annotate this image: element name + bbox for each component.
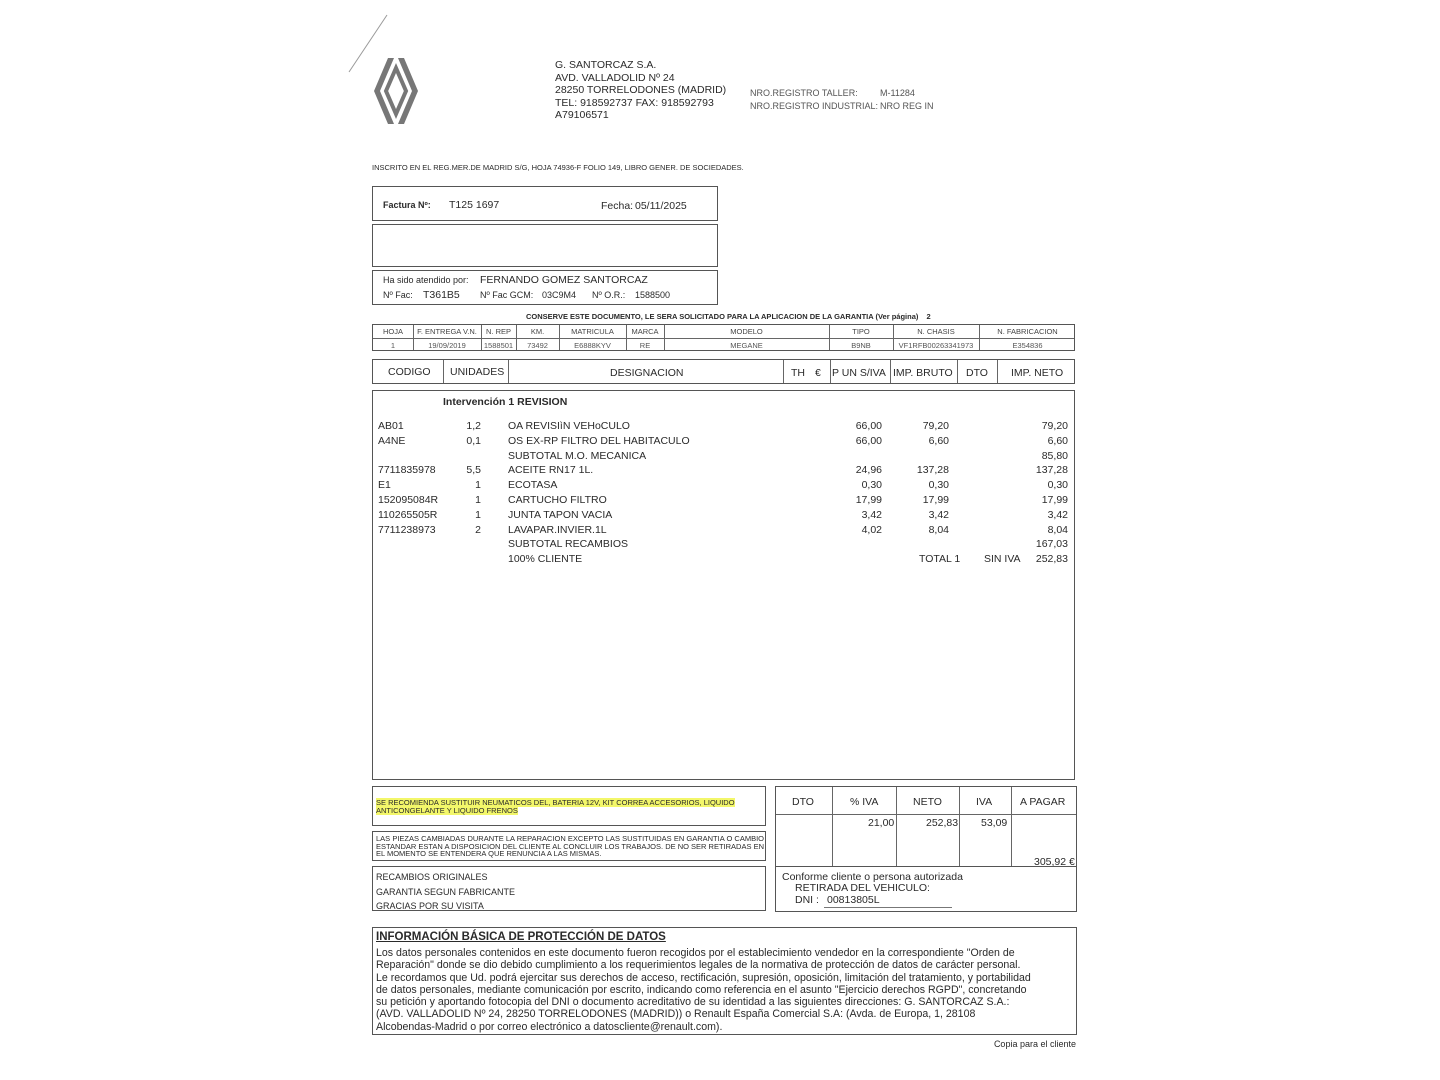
line-code: 7711835978 [378, 464, 436, 477]
privacy-line-6: (AVD. VALLADOLID Nº 24, 28250 TORRELODONES (MADRID)) o Renault España Comercial S.A: (Avda. de Europa, 1, 28108 [376, 1008, 976, 1021]
line-gross: 6,60 [928, 434, 949, 447]
registro-values [880, 87, 934, 112]
cliente-label: 100% CLIENTE [508, 553, 583, 565]
header-pun: P UN S/IVA [832, 367, 886, 379]
line-designation: ACEITE RN17 1L. [508, 464, 594, 477]
header-neto: IMP. NETO [1011, 367, 1064, 379]
company-address: AVD. VALLADOLID Nº 24 [555, 71, 675, 84]
vehicle-value-cell: RE [639, 341, 651, 350]
line-units: 1 [475, 479, 481, 492]
header-euro: € [815, 367, 821, 379]
totals-header-a-pagar: A PAGAR [1020, 796, 1066, 808]
line-code: 152095084R [378, 494, 439, 506]
totals-table [775, 786, 1077, 867]
conforme-line2: RETIRADA DEL VEHICULO: [795, 882, 930, 894]
nfac-gcm-value: 03C9M4 [542, 290, 577, 300]
line-units: 1 [475, 508, 481, 521]
atendido-label: Ha sido atendido por: [383, 275, 469, 285]
header-dto: DTO [966, 367, 988, 379]
privacy-line-4: de datos personales, mediante comunicación por escrito, indicando como referencia en el asunto "Ejercicio derechos RGPD", concretando [376, 983, 1027, 996]
footer-note-1: RECAMBIOS ORIGINALES [376, 872, 488, 882]
table-row [373, 509, 1074, 524]
totals-header-neto: NETO [913, 796, 942, 808]
dni-label: DNI : [795, 894, 819, 906]
line-code: E1 [378, 479, 391, 492]
header-unidades: UNIDADES [450, 366, 505, 378]
table-row [373, 435, 1074, 450]
line-net: 137,28 [1035, 464, 1068, 477]
registro-taller-value: M-11284 [880, 88, 915, 98]
line-gross: 0,30 [928, 479, 949, 492]
vehicle-value-cell: E354836 [1012, 341, 1043, 350]
line-designation: OS EX-RP FILTRO DEL HABITACULO [508, 434, 690, 447]
vehicle-value-cell: 73492 [527, 341, 548, 350]
registro-industrial-value: NRO REG IN [880, 100, 934, 111]
footer-notes [376, 870, 515, 914]
line-unit-price: 66,00 [855, 420, 882, 432]
renault-logo [370, 56, 422, 126]
line-unit-price: 17,99 [855, 494, 882, 506]
privacy-line-5: su petición y aportando fotocopia del DNI o documento acreditativo de su identidad a las siguientes direcciones: G. SANTORCAZ S.A.: [376, 996, 1010, 1009]
line-designation: SUBTOTAL M.O. MECANICA [508, 449, 647, 462]
atendido-value: FERNANDO GOMEZ SANTORCAZ [480, 274, 648, 286]
line-net: 3,42 [1047, 508, 1068, 521]
total-label: TOTAL 1 [919, 553, 961, 565]
vehicle-value-cell: E6888KYV [574, 341, 611, 350]
totals-header-iva: IVA [976, 796, 993, 808]
vehicle-value-cell: MEGANE [730, 341, 763, 350]
recommendation-highlight: SE RECOMIENDA SUSTITUIR NEUMATICOS DEL, BATERIA 12V, KIT CORREA ACCESORIOS, LIQUIDO ANTICONGELANTE Y LIQUIDO FRENOS [376, 798, 735, 815]
line-code: A4NE [378, 434, 406, 447]
vehicle-header-cell: HOJA [382, 327, 403, 336]
line-units: 2 [475, 523, 481, 536]
totals-a-pagar-value: 305,92 € [1034, 856, 1075, 868]
privacy-text [376, 947, 1031, 1033]
line-unit-price: 24,96 [855, 464, 882, 477]
totals-header-dto: DTO [792, 796, 814, 808]
customer-box [372, 224, 718, 267]
or-label: Nº O.R.: [592, 290, 626, 300]
lines-header [372, 359, 1075, 384]
vehicle-header-cell: MATRICULA [571, 327, 614, 336]
conserve-page: 2 [926, 312, 931, 321]
inscrito-text: INSCRITO EN EL REG.MER.DE MADRID S/G, HOJA 74936-F FOLIO 149, LIBRO GENER. DE SOCIEDADES. [372, 163, 744, 172]
fecha-label: Fecha: [601, 200, 634, 212]
company-info [555, 59, 726, 122]
lines-body [372, 390, 1075, 780]
conforme-box [775, 866, 1077, 912]
line-code: 110265505R [378, 508, 438, 521]
totals-header-iva-pct: % IVA [850, 796, 879, 808]
sin-iva-label: SIN IVA [984, 553, 1021, 565]
line-gross: 3,42 [928, 508, 949, 521]
footer-notes-box [372, 866, 766, 911]
line-net: 85,80 [1041, 449, 1068, 462]
line-units: 0,1 [466, 434, 481, 447]
registro-labels [750, 87, 878, 112]
header-codigo: CODIGO [388, 366, 431, 378]
line-designation: SUBTOTAL RECAMBIOS [508, 538, 628, 551]
line-unit-price: 4,02 [861, 523, 882, 536]
line-designation: CARTUCHO FILTRO [508, 494, 607, 506]
or-value: 1588500 [635, 290, 671, 300]
attended-box [372, 270, 718, 305]
vehicle-header-cell: MODELO [730, 327, 763, 336]
factura-value: T125 1697 [449, 199, 500, 211]
vehicle-header-cell: MARCA [631, 327, 659, 336]
dni-value: 00813805L [827, 894, 880, 906]
header-th: TH [791, 367, 805, 379]
line-unit-price: 3,42 [861, 508, 882, 521]
copy-label: Copia para el cliente [993, 1039, 1076, 1049]
parts-note-text: LAS PIEZAS CAMBIADAS DURANTE LA REPARACION EXCEPTO LAS SUSTITUIDAS EN GARANTIA O CAMBIO ESTANDAR ESTAN A DISPOSICION DEL CLIENTE AL CONCLUIR LOS TRABAJOS. DE NO SER RETIRADAS EN EL MOMENTO SE ENTENDERA QUE RENUNCIA A LAS MISMAS. [376, 834, 764, 858]
company-cif: A79106571 [555, 109, 609, 121]
line-designation: OA REVISIìN VEHoCULO [508, 420, 630, 432]
vehicle-header-cell: F. ENTREGA V.N. [417, 327, 477, 336]
header-designacion: DESIGNACION [610, 367, 684, 379]
nfac-value: T361B5 [423, 289, 460, 301]
vehicle-table [372, 324, 1075, 351]
table-row [373, 479, 1074, 494]
fecha-value: 05/11/2025 [635, 200, 687, 212]
table-row [373, 450, 1074, 465]
line-net: 167,03 [1035, 538, 1068, 551]
privacy-line-7: Alcobendas-Madrid o por correo electrónico a datoscliente@renault.com). [376, 1020, 723, 1033]
line-net: 8,04 [1047, 523, 1068, 536]
line-units: 1 [475, 494, 481, 506]
line-units: 1,2 [466, 420, 481, 432]
line-unit-price: 66,00 [855, 434, 882, 447]
parts-note-box [372, 831, 766, 861]
invoice-number-box [372, 186, 718, 221]
line-net: 79,20 [1041, 420, 1068, 432]
vehicle-header-cell: N. CHASIS [917, 327, 955, 336]
line-net: 17,99 [1041, 494, 1068, 506]
recommendation-text [376, 799, 746, 815]
line-units: 5,5 [466, 464, 481, 477]
line-net: 0,30 [1047, 479, 1068, 492]
factura-label: Factura Nº: [383, 200, 431, 210]
line-designation: LAVAPAR.INVIER.1L [508, 523, 607, 536]
header-bruto: IMP. BRUTO [893, 367, 953, 379]
table-row [373, 420, 1074, 435]
totals-iva-value: 53,09 [981, 817, 1008, 829]
totals-neto-value: 252,83 [926, 817, 959, 829]
line-gross: 17,99 [922, 494, 949, 506]
line-designation: JUNTA TAPON VACIA [508, 508, 613, 521]
privacy-box [372, 927, 1077, 1035]
cliente-row [373, 553, 1074, 568]
nfac-gcm-label: Nº Fac GCM: [480, 290, 534, 300]
registro-taller-label: NRO.REGISTRO TALLER: [750, 88, 858, 98]
privacy-line-2: Reparación" donde se dio debido cumplimiento a los requerimientos legales de la normativa de protección de datos de carácter personal. [376, 959, 1021, 972]
line-gross: 137,28 [916, 464, 949, 477]
company-name: G. SANTORCAZ S.A. [555, 59, 657, 71]
vehicle-value-cell: 19/09/2019 [428, 341, 466, 350]
footer-note-3: GRACIAS POR SU VISITA [376, 901, 484, 911]
intervention-title: Intervención 1 REVISION [443, 396, 568, 408]
table-row [373, 538, 1074, 553]
line-gross: 8,04 [928, 523, 949, 536]
table-row [373, 494, 1074, 509]
line-net: 6,60 [1047, 434, 1068, 447]
privacy-title: INFORMACIÓN BÁSICA DE PROTECCIÓN DE DATOS [376, 931, 666, 943]
company-city: 28250 TORRELODONES (MADRID) [555, 84, 727, 96]
line-code: AB01 [378, 420, 404, 432]
totals-iva-pct-value: 21,00 [868, 817, 895, 829]
vehicle-value-cell: B9NB [851, 341, 871, 350]
conserve-note [526, 312, 931, 321]
registro-industrial-label: NRO.REGISTRO INDUSTRIAL: [750, 100, 879, 111]
line-code: 7711238973 [378, 523, 436, 536]
vehicle-header-cell: N. FABRICACION [997, 327, 1058, 336]
vehicle-value-cell: VF1RFB00263341973 [898, 341, 974, 350]
table-row [373, 464, 1074, 479]
conserve-text: CONSERVE ESTE DOCUMENTO, LE SERA SOLICITADO PARA LA APLICACION DE LA GARANTIA (Ver página) [526, 312, 919, 321]
vehicle-value-cell: 1588501 [483, 341, 514, 350]
vehicle-header-cell: KM. [530, 327, 545, 336]
total-value: 252,83 [1035, 553, 1068, 565]
line-designation: ECOTASA [508, 479, 558, 492]
conforme-line1: Conforme cliente o persona autorizada [782, 871, 963, 883]
vehicle-header-cell: N. REP [485, 327, 511, 336]
recommendation-box [372, 786, 766, 826]
nfac-label: Nº Fac: [383, 290, 413, 300]
footer-note-2: GARANTIA SEGUN FABRICANTE [376, 886, 516, 897]
table-row [373, 524, 1074, 539]
vehicle-header-cell: TIPO [852, 327, 870, 336]
line-gross: 79,20 [922, 420, 949, 432]
vehicle-value-cell: 1 [390, 341, 396, 350]
privacy-line-1: Los datos personales contenidos en este documento fueron recogidos por el establecimiento vendedor en la correspondiente "Orden de [376, 947, 1015, 959]
line-unit-price: 0,30 [861, 479, 882, 492]
company-phone: TEL: 918592737 FAX: 918592793 [555, 96, 714, 109]
privacy-line-3: Le recordamos que Ud. podrá ejercitar sus derechos de acceso, rectificación, supresión, oposición, limitación del tratamiento, y portabilidad [376, 971, 1031, 984]
